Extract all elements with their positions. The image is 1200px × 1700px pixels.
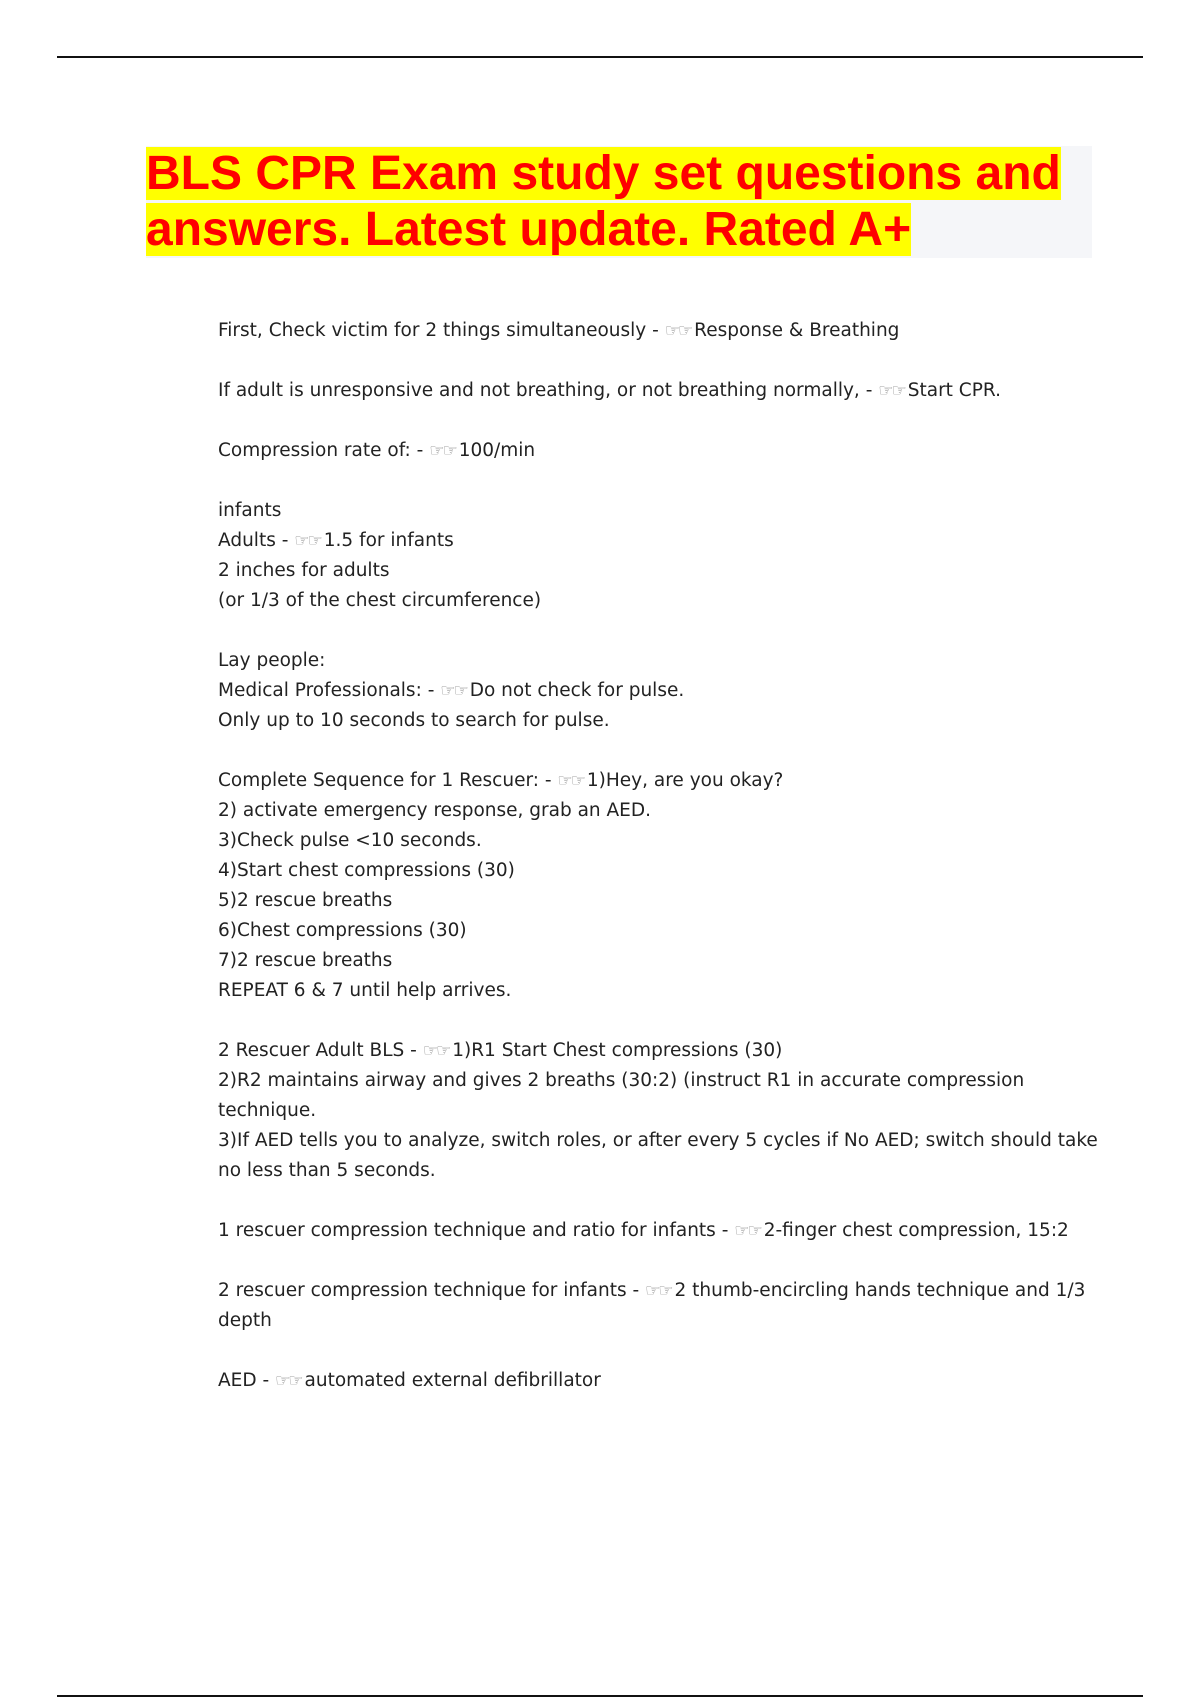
qa-item [218,1276,1098,1336]
separator: - [421,680,441,701]
answer-line: 3)Check pulse <10 seconds. [218,830,482,851]
qa-item [218,496,1098,616]
answer-text: Start CPR. [907,380,1001,401]
answer-text: 1)Hey, are you okay? [586,770,784,791]
answer-line: (or 1/3 of the chest circumference) [218,590,542,611]
pointing-hand-icon: ☞☞ [422,1041,450,1061]
title-block [146,146,1092,258]
top-rule [57,56,1143,58]
answer-line: 5)2 rescue breaths [218,890,393,911]
question-text: 2 rescuer compression technique for infants [218,1280,627,1301]
question-answer-line [218,1366,1098,1396]
separator: - [275,530,295,551]
qa-item [218,436,1098,466]
bottom-rule [57,1695,1143,1697]
question-text: First, Check victim for 2 things simultaneously [218,320,647,341]
question-answer-line [218,1216,1098,1246]
pointing-hand-icon: ☞☞ [275,1371,302,1391]
question-text: AED [218,1370,257,1391]
separator: - [859,380,879,401]
question-line: Lay people: [218,650,326,671]
title-highlight: BLS CPR Exam study set questions and answers. Latest update. Rated A+ [146,147,1061,256]
pointing-hand-icon: ☞☞ [878,381,905,401]
separator: - [646,320,665,341]
qa-item [218,766,1098,1006]
qa-item [218,1036,1098,1186]
question-text: Adults [218,530,276,551]
answer-text: Response & Breathing [694,320,900,341]
question-answer-line [218,766,1098,796]
answer-line: 2 inches for adults [218,560,390,581]
question-line: infants [218,500,282,521]
question-text: 2 Rescuer Adult BLS [218,1040,405,1061]
qa-item [218,1216,1098,1246]
separator: - [410,440,430,461]
qa-item [218,376,1098,406]
separator: - [715,1220,735,1241]
question-answer-line [218,676,1098,706]
answer-line: 3)If AED tells you to analyze, switch roles, or after every 5 cycles if No AED; switch should take no less than 5 seconds. [218,1130,1098,1181]
qa-item [218,316,1098,346]
pointing-hand-icon: ☞☞ [557,771,584,791]
answer-line: 4)Start chest compressions (30) [218,860,515,881]
question-answer-line [218,1276,1098,1336]
question-answer-line [218,316,1098,346]
qa-list [218,316,1098,1426]
question-text: Complete Sequence for 1 Rescuer: [218,770,539,791]
separator: - [538,770,558,791]
pointing-hand-icon: ☞☞ [440,681,467,701]
answer-text: 2 thumb-encircling hands technique and 1/3 depth [218,1280,1086,1331]
answer-text: 100/min [458,440,536,461]
answer-text: 2-finger chest compression, 15:2 [763,1220,1069,1241]
answer-text: Do not check for pulse. [469,680,685,701]
pointing-hand-icon: ☞☞ [734,1221,761,1241]
answer-text: 1.5 for infants [323,530,454,551]
question-text: 1 rescuer compression technique and ratio for infants [218,1220,716,1241]
answer-line: 2)R2 maintains airway and gives 2 breaths (30:2) (instruct R1 in accurate compression technique. [218,1070,1025,1121]
separator: - [256,1370,276,1391]
answer-line: 2) activate emergency response, grab an AED. [218,800,651,821]
qa-item [218,646,1098,736]
question-answer-line [218,1036,1098,1066]
qa-item [218,1366,1098,1396]
question-answer-line [218,376,1098,406]
pointing-hand-icon: ☞☞ [294,531,321,551]
answer-line: REPEAT 6 & 7 until help arrives. [218,980,512,1001]
page-title [146,146,1092,258]
answer-line: 7)2 rescue breaths [218,950,393,971]
pointing-hand-icon: ☞☞ [429,441,456,461]
pointing-hand-icon: ☞☞ [664,321,692,341]
separator: - [626,1280,646,1301]
answer-line: Only up to 10 seconds to search for pulse. [218,710,610,731]
answer-text: 1)R1 Start Chest compressions (30) [452,1040,783,1061]
question-text: Medical Professionals: [218,680,422,701]
answer-line: 6)Chest compressions (30) [218,920,467,941]
pointing-hand-icon: ☞☞ [645,1281,672,1301]
separator: - [404,1040,423,1061]
question-answer-line [218,436,1098,466]
question-text: If adult is unresponsive and not breathing, or not breathing normally, [218,380,860,401]
question-answer-line [218,526,1098,556]
question-text: Compression rate of: [218,440,411,461]
answer-text: automated external defibrillator [304,1370,601,1391]
